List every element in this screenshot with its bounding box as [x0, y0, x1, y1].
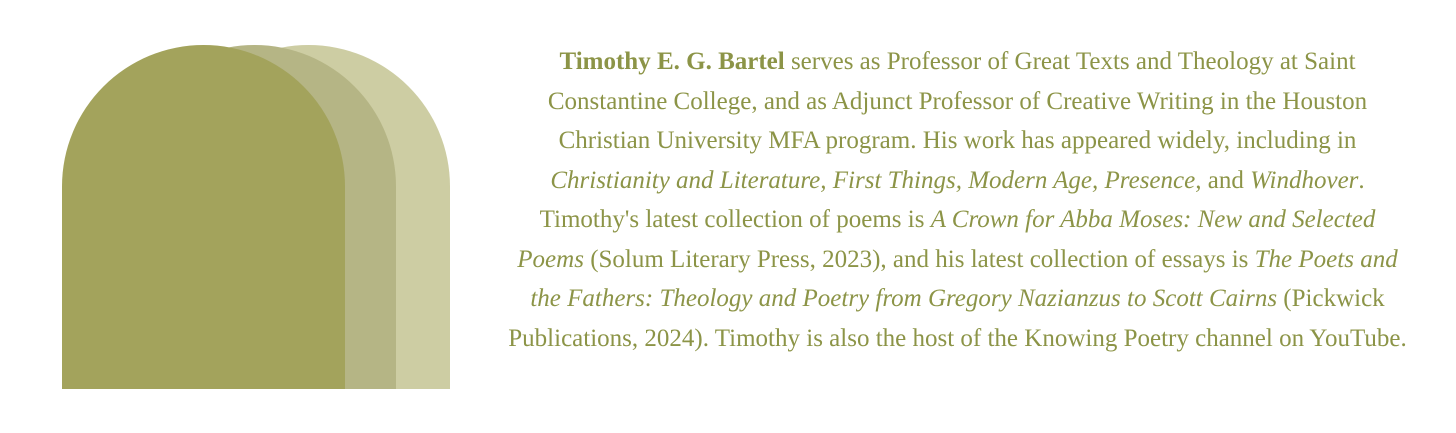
arch-front-shape — [62, 45, 345, 389]
author-name: Timothy E. G. Bartel — [559, 48, 785, 75]
book-title-essays: The Poets and the Fathers: Theology and Poetry from Gregory Nazianzus to Scott Cairns — [530, 245, 1398, 312]
journal-list: Christianity and Literature, First Things, Modern Age, Presence, — [550, 166, 1202, 194]
author-bio-text — [505, 42, 1410, 358]
arch-graphic — [0, 0, 460, 433]
journal-last: Windhover — [1250, 166, 1359, 194]
bio-text-1: serves as Professor of Great Texts and Theology at Saint Constantine College, and as Adjunct Professor of Creative Writing in the Houston Christian University MFA program. His work has appeared widely, including in — [547, 48, 1368, 154]
bio-text-2: . Timothy's latest collection of poems is — [539, 166, 1365, 233]
bio-and: and — [1201, 166, 1251, 194]
bio-text-4: (Pickwick Publications, 2024). Timothy is also the host of the Knowing Poetry channel on YouTube. — [508, 285, 1407, 352]
book-title-poems: A Crown for Abba Moses: New and Selected Poems — [517, 206, 1376, 273]
bio-text-3: (Solum Literary Press, 2023), and his latest collection of essays is — [583, 245, 1255, 273]
